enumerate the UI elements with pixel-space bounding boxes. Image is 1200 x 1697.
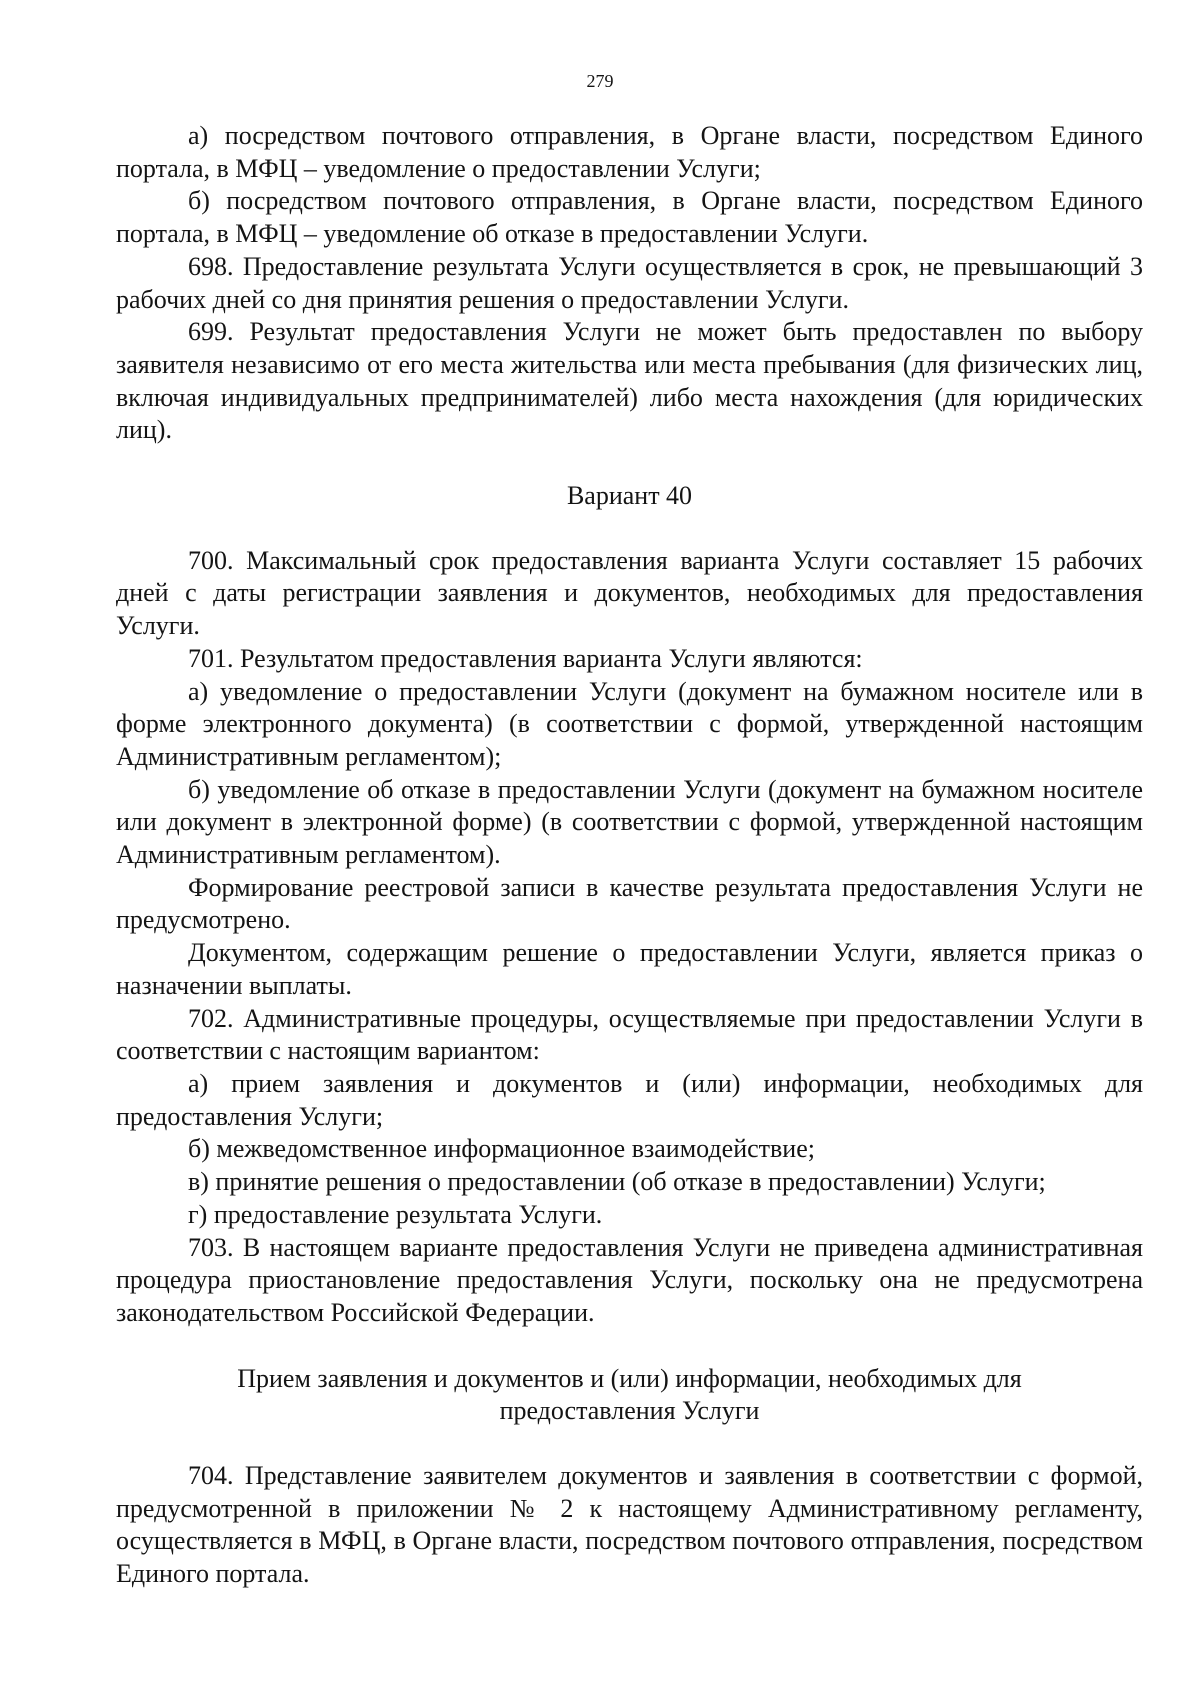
paragraph-703: 703. В настоящем варианте предоставления Услуги не приведена административная процедура приостановление предоставления Услуги, поскольку она не предусмотрена законодательством Российской Федерации. — [116, 1232, 1143, 1327]
paragraph-702-b: б) межведомственное информационное взаимодействие; — [188, 1134, 815, 1164]
paragraph-a-notice-granted: а) посредством почтового отправления, в Органе власти, посредством Единого портала, в МФЦ – уведомление о предоставлении Услуги; — [116, 121, 1143, 183]
paragraph-702-c: в) принятие решения о предоставлении (об отказе в предоставлении) Услуги; — [188, 1167, 1046, 1197]
paragraph-700: 700. Максимальный срок предоставления варианта Услуги составляет 15 рабочих дней с даты регистрации заявления и документов, необходимых для предоставления Услуги. — [116, 545, 1143, 641]
paragraph-registry-record: Формирование реестровой записи в качестве результата предоставления Услуги не предусмотрено. — [116, 872, 1143, 935]
paragraph-701-a: а) уведомление о предоставлении Услуги (документ на бумажном носителе или в форме электронного документа) (в соответствии с формой, утвержденной настоящим Административным регламентом); — [116, 676, 1143, 771]
paragraph-decision-document: Документом, содержащим решение о предоставлении Услуги, является приказ о назначении выплаты. — [116, 938, 1143, 1000]
page-number: 279 — [586, 71, 614, 91]
paragraph-698: 698. Предоставление результата Услуги осуществляется в срок, не превышающий 3 рабочих дней со дня принятия решения о предоставлении Услуги. — [116, 251, 1143, 314]
paragraph-702: 702. Административные процедуры, осуществляемые при предоставлении Услуги в соответствии с настоящим вариантом: — [116, 1003, 1143, 1066]
paragraph-701: 701. Результатом предоставления варианта Услуги являются: — [188, 643, 863, 673]
paragraph-699: 699. Результат предоставления Услуги не может быть предоставлен по выбору заявителя независимо от его места жительства или места пребывания (для физических лиц, включая индивидуальных предпринимателей) либо места нахождения (для юридических лиц). — [116, 317, 1143, 445]
paragraph-704: 704. Представление заявителем документов и заявления в соответствии с формой, предусмотренной в приложении № 2 к настоящему Административному регламенту, осуществляется в МФЦ, в Органе власти, посредством почтового отправления, посредством Единого портала. — [116, 1461, 1143, 1589]
variant-heading: Вариант 40 — [566, 481, 693, 511]
section-heading: Прием заявления и документов и (или) информации, необходимых для предоставления Услуги — [237, 1363, 1022, 1426]
paragraph-b-notice-refusal: б) посредством почтового отправления, в Органе власти, посредством Единого портала, в МФЦ – уведомление об отказе в предоставлении Услуги. — [116, 186, 1143, 249]
paragraph-702-a: а) прием заявления и документов и (или) информации, необходимых для предоставления Услуги; — [116, 1068, 1143, 1131]
paragraph-702-d: г) предоставление результата Услуги. — [188, 1199, 603, 1229]
document-body — [116, 120, 1143, 1591]
paragraph-701-b: б) уведомление об отказе в предоставлении Услуги (документ на бумажном носителе или документ в электронной форме) (в соответствии с формой, утвержденной настоящим Административным регламентом). — [116, 774, 1143, 870]
